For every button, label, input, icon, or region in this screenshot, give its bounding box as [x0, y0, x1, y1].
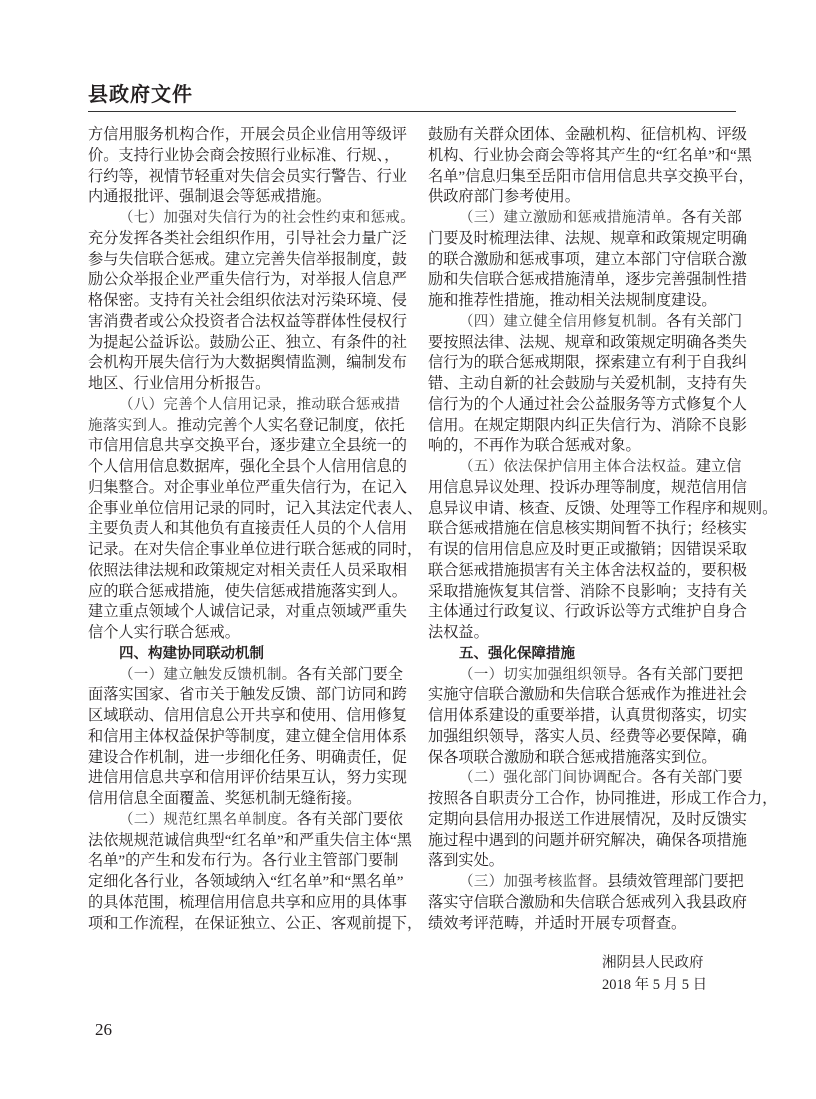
body-text: 保各项联合激励和联合惩戒措施落实到位。: [428, 748, 717, 766]
text-line: [428, 914, 736, 935]
body-text: 励公众举报企业严重失信行为，对举报人信息严: [88, 271, 407, 289]
body-text: 实施守信联合激励和失信联合惩戒作为推进社会: [428, 686, 747, 704]
paragraph: [428, 125, 754, 208]
body-text: 落实守信联合激励和失信联合惩戒列入我县政府: [428, 893, 747, 911]
text-line: [428, 208, 742, 229]
body-text: 的具体范围，梳理信用信息共享和应用的具体事: [88, 893, 407, 911]
body-text: 错、主动自新的社会鼓励与关爱机制，支持有失: [428, 375, 747, 392]
body-text: 记录。在对失信企事业单位进行联合惩戒的同时，: [88, 541, 423, 558]
text-line: [88, 646, 264, 662]
header-divider: [88, 111, 736, 112]
text-line: [88, 748, 407, 769]
text-line: [428, 582, 747, 603]
body-text: 地区、行业信用分析报告。: [88, 375, 271, 392]
body-text: 应的联合惩戒措施，使失信惩戒措施落实到人。: [88, 582, 407, 600]
text-line: [88, 561, 407, 582]
text-line: [428, 416, 747, 437]
text-line: [88, 146, 400, 167]
body-text: 响的，不再作为联合惩戒对象。: [428, 437, 641, 455]
body-text: 参与失信联合惩戒。建立完善失信举报制度，鼓: [88, 250, 407, 268]
body-text: 内通报批评、强制退会等惩戒措施。: [88, 188, 331, 206]
body-text: 各有关部门要全: [296, 665, 403, 683]
body-text: 采取措施恢复其信誉、消除不良影响；支持有关: [428, 582, 747, 600]
text-line: [88, 768, 407, 789]
text-line: [88, 250, 407, 271]
text-line: [428, 353, 747, 374]
subsection-lead: （三）加强考核监督。: [459, 874, 607, 890]
paragraph: [428, 665, 747, 769]
text-line: [88, 872, 404, 893]
body-text: 主要负责人和其他负有直接责任人员的个人信用: [88, 520, 407, 538]
body-text: 施过程中遇到的问题并研究解决，确保各项措施: [428, 831, 747, 849]
paragraph: [428, 457, 778, 644]
subsection-lead: （二）规范红黑名单制度。: [119, 811, 297, 828]
text-line: [88, 291, 407, 312]
body-text: 施和推荐性措施，推动相关法规制度建设。: [428, 292, 717, 309]
body-text: 市信用信息共享交换平台，逐步建立全县统一的: [88, 437, 407, 455]
body-text: 各有关部门要: [651, 769, 743, 787]
body-text: 建立信: [695, 458, 742, 475]
text-line: [428, 646, 575, 662]
text-line: [428, 810, 747, 831]
body-text: 推动完善个人实名登记制度，依托: [176, 416, 405, 434]
body-text: 方信用服务机构合作，开展会员企业信用等级评: [88, 126, 407, 143]
text-line: [88, 270, 407, 291]
body-text: 信行为的联合惩戒期限，探索建立有利于自我纠: [428, 354, 747, 372]
text-line: [88, 685, 407, 706]
text-line: [88, 208, 415, 229]
text-line: [428, 499, 778, 520]
text-line: [88, 623, 396, 644]
body-text: 行约等，视情节轻重对失信会员实行警告、行业: [88, 167, 407, 185]
body-text: 归集整合。对企事业单位严重失信行为，在记入: [88, 478, 407, 496]
body-text: 项和工作流程，在保证独立、公正、客观前提下，: [88, 914, 423, 932]
body-text: 机构、行业协会商会等将其产生的“红名单”和“黑: [428, 146, 752, 164]
text-line: [428, 187, 736, 208]
text-line: [88, 436, 407, 457]
text-line: [88, 602, 407, 623]
text-line: [428, 623, 736, 644]
body-text: 价。支持行业协会商会按照行业标准、行规、，: [88, 146, 400, 164]
text-line: [428, 602, 747, 623]
text-line: [428, 312, 743, 333]
text-line: [88, 810, 403, 831]
body-text: 信用信息全面覆盖、奖惩机制无缝衔接。: [88, 790, 362, 807]
text-line: [88, 333, 407, 354]
text-line: [88, 831, 412, 852]
body-text: 各有关部: [681, 209, 742, 226]
text-line: [88, 312, 407, 333]
body-text: 落到实处。: [428, 852, 504, 870]
text-line: [428, 167, 754, 188]
body-text: 建设合作机制，进一步细化任务、明确责任，促: [88, 748, 407, 766]
text-line: [88, 893, 407, 914]
text-line: [88, 416, 405, 437]
text-line: [88, 914, 423, 935]
paragraph: [428, 312, 747, 457]
body-text: 联合惩戒措施在信息核实期间暂不执行；经核实: [428, 520, 747, 538]
text-line: [88, 125, 407, 146]
section-heading: [428, 644, 736, 665]
text-line: [428, 125, 747, 146]
body-text: 有误的信用信息应及时更正或撤销；因错误采取: [428, 541, 747, 558]
text-line: [428, 146, 752, 167]
text-line: [88, 353, 407, 374]
text-line: [88, 187, 396, 208]
text-line: [428, 540, 747, 561]
body-text: 害消费者或公众投资者合法权益等群体性侵权行: [88, 312, 407, 330]
subsection-lead: （二）强化部门间协调配合。: [459, 770, 652, 787]
text-line: [428, 561, 747, 582]
body-text: 的联合激励和惩戒事项，建立本部门守信联合激: [428, 250, 747, 268]
body-text: 法依规规范诚信典型“红名单”和严重失信主体“黑: [88, 831, 412, 849]
text-line: [428, 374, 747, 395]
body-text: 门要及时梳理法律、法规、规章和政策规定明确: [428, 229, 747, 247]
body-text: 五、强化保障措施: [459, 645, 575, 662]
body-text: 名单”的产生和发布行为。各行业主管部门要制: [88, 852, 399, 870]
body-text: 县绩效管理部门要把: [607, 873, 744, 890]
body-text: 加强组织领导，落实人员、经费等必要保障，确: [428, 727, 747, 745]
text-line: [88, 727, 407, 748]
text-line: [428, 395, 747, 416]
body-text: 按照各自职责分工合作，协同推进，形成工作合力，: [428, 790, 778, 807]
text-line: [88, 706, 407, 727]
body-text: 信用。在规定期限内纠正失信行为、消除不良影: [428, 416, 747, 434]
text-line: [428, 727, 747, 748]
text-line: [428, 291, 736, 312]
text-line: [88, 665, 403, 686]
subsection-lead: （一）切实加强组织领导。: [459, 666, 637, 683]
paragraph: [88, 125, 407, 208]
body-text: 联合惩戒措施损害有关主体舍法权益的，要积极: [428, 561, 747, 579]
text-line: [428, 436, 736, 457]
body-text: 息异议申请、核查、反馈、处理等工作程序和规则。: [428, 499, 778, 517]
text-line: [88, 851, 399, 872]
body-text: 要按照法律、法规、规章和政策规定明确各类失: [428, 333, 747, 351]
body-text: 定期向县信用办报送工作进展情况，及时反馈实: [428, 810, 747, 828]
text-line: [428, 250, 747, 271]
body-text: 格保密。支持有关社会组织依法对污染环境、侵: [88, 292, 407, 309]
text-line: [428, 478, 747, 499]
text-line: [428, 706, 747, 727]
issuer-name: 湘阴县人民政府: [602, 955, 704, 971]
subsection-lead: （七）加强对失信行为的社会性约束和惩戒。: [119, 210, 415, 226]
issue-date: 2018 年 5 月 5 日: [602, 977, 708, 993]
text-line: [88, 789, 396, 810]
text-line: [428, 789, 778, 810]
body-text: 各有关部门: [666, 312, 743, 330]
body-text: 励和失信联合惩戒措施清单，逐步完善强制性措: [428, 271, 747, 289]
body-text: 定细化各行业，各领域纳入“红名单”和“黑名单”: [88, 873, 404, 890]
text-line: [428, 872, 744, 893]
text-line: [88, 582, 407, 603]
body-text: 主体通过行政复议、行政诉讼等方式维护自身合: [428, 603, 747, 621]
paragraph: [428, 872, 747, 934]
text-line: [428, 665, 743, 686]
section-heading: [88, 644, 396, 665]
text-line: [88, 499, 423, 520]
body-text: 信用体系建设的重要举措，认真贯彻落实，切实: [428, 707, 747, 724]
text-line: [88, 457, 407, 478]
text-line: [428, 270, 747, 291]
body-text: 法权益。: [428, 624, 489, 641]
text-line: [88, 374, 396, 395]
text-line: [428, 831, 747, 852]
text-line: [88, 167, 407, 188]
body-text: 企事业单位信用记录的同时，记入其法定代表人、: [88, 499, 423, 517]
text-line: [428, 851, 736, 872]
text-line: [428, 748, 736, 769]
body-text: 供政府部门参考使用。: [428, 188, 580, 206]
body-text: 用信息异议处理、投诉办理等制度，规范信用信: [428, 478, 747, 496]
subsection-lead: 施落实到人。: [88, 417, 177, 434]
body-text: 充分发挥各类社会组织作用，引导社会力量广泛: [88, 229, 407, 247]
signature-block: [602, 952, 707, 996]
text-line: [428, 333, 747, 354]
body-text: 个人信用信息数据库，强化全县个人信用信息的: [88, 458, 407, 475]
body-text: 建立重点领域个人诚信记录，对重点领域严重失: [88, 603, 407, 621]
text-line: [428, 768, 743, 789]
text-line: [428, 229, 747, 250]
left-column: [88, 125, 423, 934]
body-text: 鼓励有关群众团体、金融机构、征信机构、评级: [428, 126, 747, 143]
body-text: 信行为的个人通过社会公益服务等方式修复个人: [428, 395, 747, 413]
paragraph: [428, 208, 747, 312]
body-text: 绩效考评范畴，并适时开展专项督查。: [428, 914, 687, 932]
paragraph: [88, 810, 423, 935]
body-text: 为提起公益诉讼。鼓励公正、独立、有条件的社: [88, 333, 407, 351]
body-text: 和信用主体权益保护等制度，建立健全信用体系: [88, 727, 407, 745]
paragraph: [88, 208, 415, 395]
page-number: 26: [95, 1020, 112, 1039]
text-line: [428, 519, 747, 540]
text-line: [428, 457, 742, 478]
subsection-lead: （四）建立健全信用修复机制。: [459, 313, 667, 330]
subsection-lead: （一）建立触发反馈机制。: [119, 666, 297, 683]
right-column: [428, 125, 778, 934]
body-text: 依照法律法规和政策规定对相关责任人员采取相: [88, 561, 407, 579]
body-text: 四、构建协同联动机制: [119, 645, 264, 662]
text-line: [88, 540, 423, 561]
body-text: 各有关部门要依: [296, 810, 403, 828]
text-line: [88, 519, 407, 540]
body-text: 进信用信息共享和信用评价结果互认，努力实现: [88, 769, 407, 787]
body-text: 面落实国家、省市关于触发反馈、部门访同和跨: [88, 686, 407, 704]
text-line: [428, 893, 747, 914]
body-text: 会机构开展失信行为大数据舆情监测，编制发布: [88, 354, 407, 372]
paragraph: [428, 768, 778, 872]
body-text: 名单”信息归集至岳阳市信用信息共享交换平台，: [428, 167, 754, 185]
body-text: 区域联动、信用信息公开共享和使用、信用修复: [88, 707, 407, 724]
body-text: 信个人实行联合惩戒。: [88, 624, 240, 641]
paragraph: [88, 395, 423, 644]
text-line: [88, 229, 407, 250]
text-line: [88, 478, 407, 499]
paragraph: [88, 665, 407, 810]
subsection-lead: （三）建立激励和惩戒措施清单。: [459, 210, 681, 226]
subsection-lead: （五）依法保护信用主体合法权益。: [459, 459, 696, 475]
header-title: 县政府文件: [88, 82, 193, 106]
body-text: 各有关部门要把: [636, 665, 743, 683]
text-line: [428, 685, 747, 706]
subsection-lead: （八）完善个人信用记录，推动联合惩戒措: [119, 396, 401, 413]
text-line: [88, 395, 401, 416]
